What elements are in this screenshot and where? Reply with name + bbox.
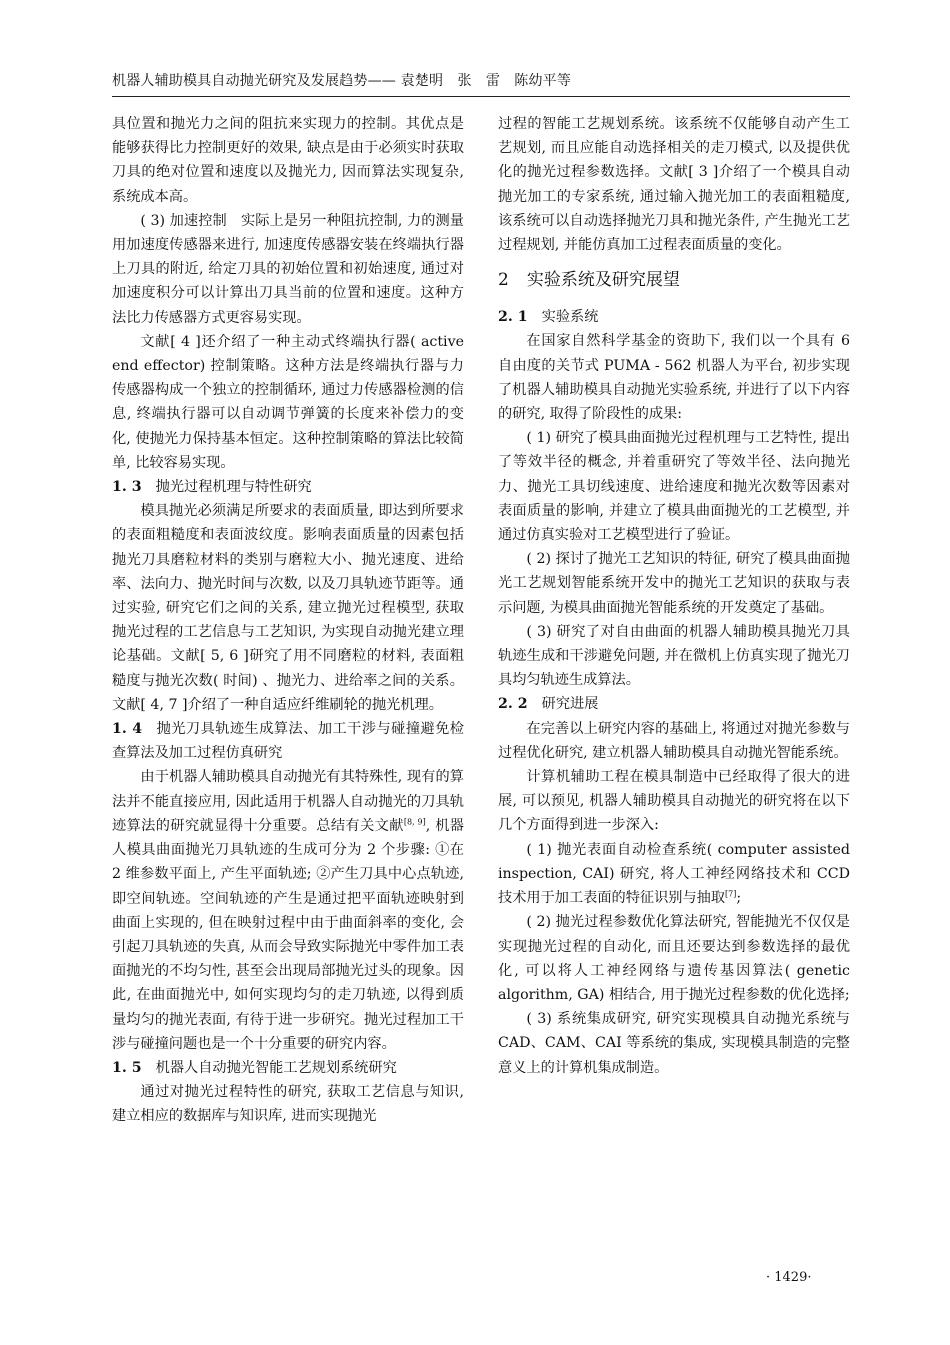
right-column: [498, 112, 850, 1080]
paragraph: ( 2) 抛光过程参数优化算法研究, 智能抛光不仅仅是实现抛光过程的自动化, 而且还要达到参数选择的最优化, 可以将人工神经网络与遗传基因算法( genetic algorithm, GA) 相结合, 用于抛光过程参数的优化选择;: [498, 914, 850, 1003]
section-title: 抛光刀具轨迹生成算法、加工干涉与碰撞避免检查算法及加工过程仿真研究: [112, 721, 464, 762]
paragraph: 通过对抛光过程特性的研究, 获取工艺信息与知识, 建立相应的数据库与知识库, 进而实现抛光: [112, 1084, 464, 1125]
paragraph: ( 3) 研究了对自由曲面的机器人辅助模具抛光刀具轨迹生成和干涉避免问题, 并在微机上仿真实现了抛光刀具均匀轨迹生成算法。: [498, 623, 850, 689]
section-title: 抛光过程机理与特性研究: [155, 479, 312, 496]
paragraph-text: 由于机器人辅助模具自动抛光有其特殊性, 现有的算法并不能直接应用, 因此适用于机器人自动抛光的刀具轨迹算法的研究就显得十分重要。总结有关文献: [112, 769, 464, 834]
paragraph: ( 2) 探讨了抛光工艺知识的特征, 研究了模具曲面抛光工艺规划智能系统开发中的抛光工艺知识的获取与表示问题, 为模具曲面抛光智能系统的开发奠定了基础。: [498, 551, 850, 616]
paragraph: 过程的智能工艺规划系统。该系统不仅能够自动产生工艺规划, 而且应能自动选择相关的走刀模式, 以及提供优化的抛光过程参数选择。文献[ 3 ]介绍了一个模具自动抛光加工的专家系统, 通过输入抛光加工的表面粗糙度, 该系统可以自动选择抛光刀具和抛光条件, 产生抛光工艺过程规划, 并能仿真加工过程表面质量的变化。: [498, 116, 850, 254]
section-heading-2-1: [498, 305, 850, 329]
section-title: 研究进展: [541, 696, 599, 713]
running-header: 机器人辅助模具自动抛光研究及发展趋势—— 袁楚明 张 雷 陈幼平等: [112, 73, 572, 89]
citation: [8, 9]: [403, 817, 426, 827]
section-number: 1. 3: [112, 479, 142, 496]
paragraph: ( 3) 系统集成研究, 研究实现模具自动抛光系统与 CAD、CAM、CAI 等系统的集成, 实现模具制造的完整意义上的计算机集成制造。: [498, 1011, 850, 1076]
section-number: 1. 5: [112, 1059, 142, 1076]
paragraph-text: , 机器人模具曲面抛光刀具轨迹的生成可分为 2 个步骤: ①在 2 维参数平面上, 产生平面轨迹; ②产生刀具中心点轨迹, 即空间轨迹。空间轨迹的产生是通过把平面轨迹映射到曲面上实现的, 但在映射过程中由于曲面斜率的变化, 会引起刀具轨迹的失真, 从而会导致实际抛光中零件加工表面抛光的不均匀性, 甚至会出现局部抛光过头的现象。因此, 在曲面抛光中, 如何实现均匀的走刀轨迹, 以得到质量均匀的抛光表面, 有待于进一步研究。抛光过程加工干涉与碰撞问题也是一个十分重要的研究内容。: [112, 817, 464, 1052]
section-number: 2. 1: [498, 309, 528, 326]
left-column: [112, 112, 464, 1129]
paragraph-text: ;: [736, 890, 742, 907]
header-rule: [112, 96, 850, 97]
paragraph: 文献[ 4 ]还介绍了一种主动式终端执行器( active end effector) 控制策略。这种方法是终端执行器与力传感器构成一个独立的控制循环, 通过力传感器检测的信息, 终端执行器可以自动调节弹簧的长度来补偿力的变化, 使抛光力保持基本恒定。这种控制策略的算法比较简单, 比较容易实现。: [112, 333, 464, 471]
section-number: 1. 4: [112, 721, 143, 738]
section-title: 实验系统: [541, 309, 599, 326]
section-heading-1-4: [112, 717, 464, 765]
paragraph: 在完善以上研究内容的基础上, 将通过对抛光参数与过程优化研究, 建立机器人辅助模具自动抛光智能系统。: [498, 720, 850, 761]
section-title: 实验系统及研究展望: [526, 270, 680, 291]
page-number: · 1429·: [766, 1270, 812, 1285]
section-heading-1-5: [112, 1056, 464, 1080]
paragraph-text: ( 1) 抛光表面自动检查系统( computer assisted inspection, CAI) 研究, 将人工神经网络技术和 CCD 技术用于加工表面的特征识别与抽取: [498, 841, 850, 907]
section-number: 2: [498, 270, 509, 291]
citation: [7]: [725, 889, 737, 899]
section-heading-2: [498, 265, 850, 295]
section-heading-1-3: [112, 475, 464, 499]
section-heading-2-2: [498, 692, 850, 716]
section-title: 机器人自动抛光智能工艺规划系统研究: [155, 1059, 397, 1076]
paragraph: ( 3) 加速控制 实际上是另一种阻抗控制, 力的测量用加速度传感器来进行, 加速度传感器安装在终端执行器上刀具的附近, 给定刀具的初始位置和初始速度, 通过对加速度积分可以计算出刀具当前的位置和速度。这种方法比力传感器方式更容易实现。: [112, 212, 464, 326]
paragraph: ( 1) 研究了模具曲面抛光过程机理与工艺特性, 提出了等效半径的概念, 并着重研究了等效半径、法向抛光力、抛光工具切线速度、进给速度和抛光次数等因素对表面质量的影响, 并建立了模具曲面抛光的工艺模型, 并通过仿真实验对工艺模型进行了验证。: [498, 430, 850, 544]
paragraph: 计算机辅助工程在模具制造中已经取得了很大的进展, 可以预见, 机器人辅助模具自动抛光的研究将在以下几个方面得到进一步深入:: [498, 769, 850, 834]
paragraph: [112, 765, 464, 1055]
paragraph: 模具抛光必须满足所要求的表面质量, 即达到所要求的表面粗糙度和表面波纹度。影响表面质量的因素包括抛光刀具磨粒材料的类别与磨粒大小、抛光速度、进给率、法向力、抛光时间与次数, 以及刀具轨迹节距等。通过实验, 研究它们之间的关系, 建立抛光过程模型, 获取抛光过程的工艺信息与工艺知识, 为实现自动抛光建立理论基础。文献[ 5, 6 ]研究了用不同磨粒的材料, 表面粗糙度与抛光次数( 时间) 、抛光力、进给率之间的关系。文献[ 4, 7 ]介绍了一种自适应纤维刷轮的抛光机理。: [112, 503, 464, 713]
paragraph: 具位置和抛光力之间的阻抗来实现力的控制。其优点是能够获得比力控制更好的效果, 缺点是由于必须实时获取刀具的绝对位置和速度以及抛光力, 因而算法实现复杂, 系统成本高。: [112, 116, 464, 205]
paragraph: 在国家自然科学基金的资助下, 我们以一个具有 6 自由度的关节式 PUMA - 562 机器人为平台, 初步实现了机器人辅助模具自动抛光实验系统, 并进行了以下内容的研究, 取得了阶段性的成果:: [498, 333, 850, 423]
paragraph: [498, 838, 850, 911]
section-number: 2. 2: [498, 696, 528, 713]
